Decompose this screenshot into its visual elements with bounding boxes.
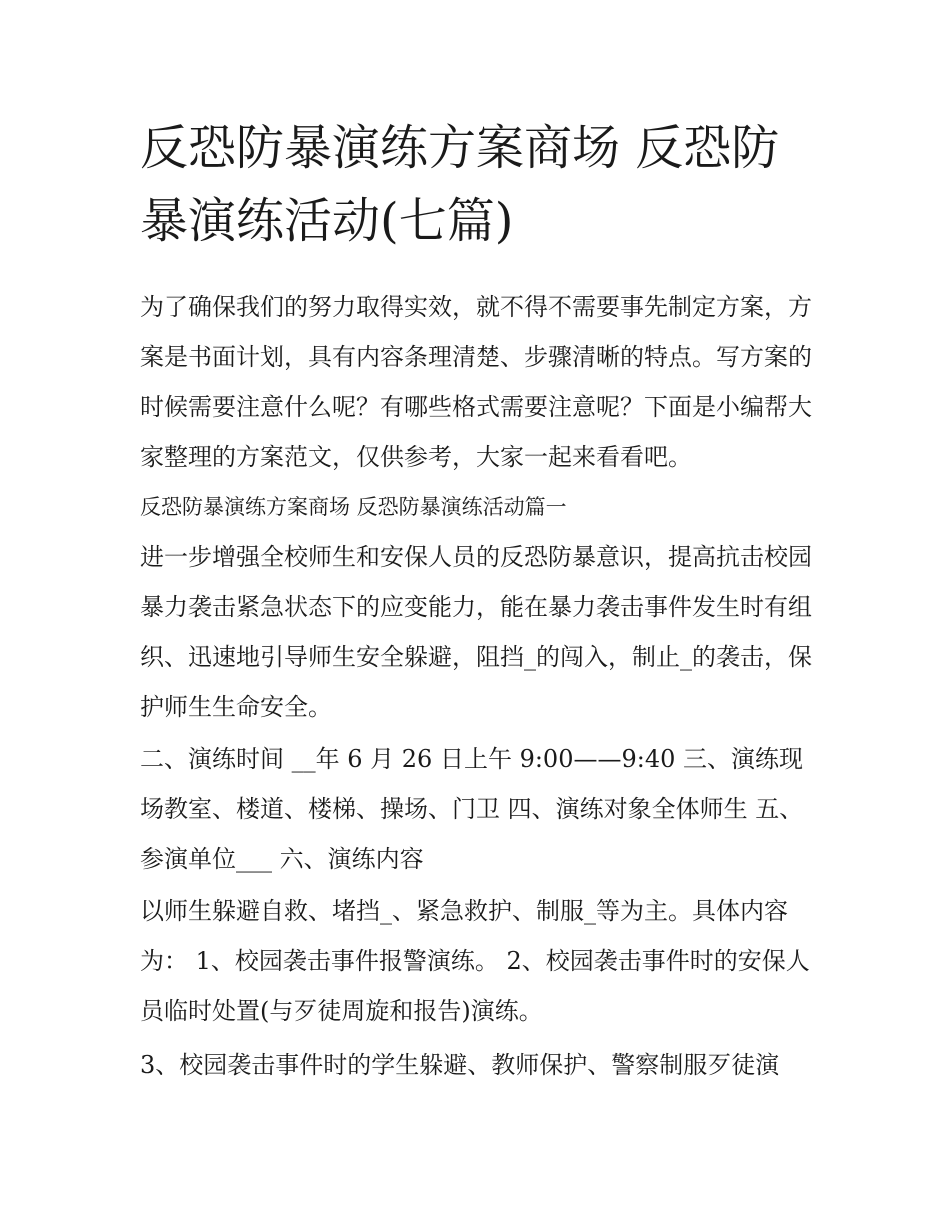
body-paragraph-drill-item-3: 3、校园袭击事件时的学生躲避、教师保护、警察制服歹徒演 <box>140 1051 780 1079</box>
section-heading: 反恐防暴演练方案商场 反恐防暴演练活动篇一 <box>140 495 567 519</box>
body-paragraph-content: 以师生躲避自救、堵挡_、紧急救护、制服_等为主。具体内容为： 1、校园袭击事件报警演练。 2、校园袭击事件时的安保人员临时处置(与歹徒周旋和报告)演练。 <box>140 897 810 1025</box>
intro-paragraph: 为了确保我们的努力取得实效，就不得不需要事先制定方案，方案是书面计划，具有内容条理清楚、步骤清晰的特点。写方案的时候需要注意什么呢？有哪些格式需要注意呢？下面是小编帮大家整理的方案范文，仅供参考，大家一起来看看吧。 <box>140 293 812 471</box>
body-paragraph-schedule: 二、演练时间 __年 6 月 26 日上午 9:00——9:40 三、演练现场教室、楼道、楼梯、操场、门卫 四、演练对象全体师生 五、参演单位___ 六、演练内容 <box>140 745 804 873</box>
document-content <box>140 112 820 1090</box>
document-title: 反恐防暴演练方案商场 反恐防暴演练活动(七篇) <box>140 120 780 249</box>
body-paragraph-purpose: 进一步增强全校师生和安保人员的反恐防暴意识，提高抗击校园暴力袭击紧急状态下的应变能力，能在暴力袭击事件发生时有组织、迅速地引导师生安全躲避，阻挡_的闯入，制止_的袭击，保护师生生命安全。 <box>140 543 812 721</box>
